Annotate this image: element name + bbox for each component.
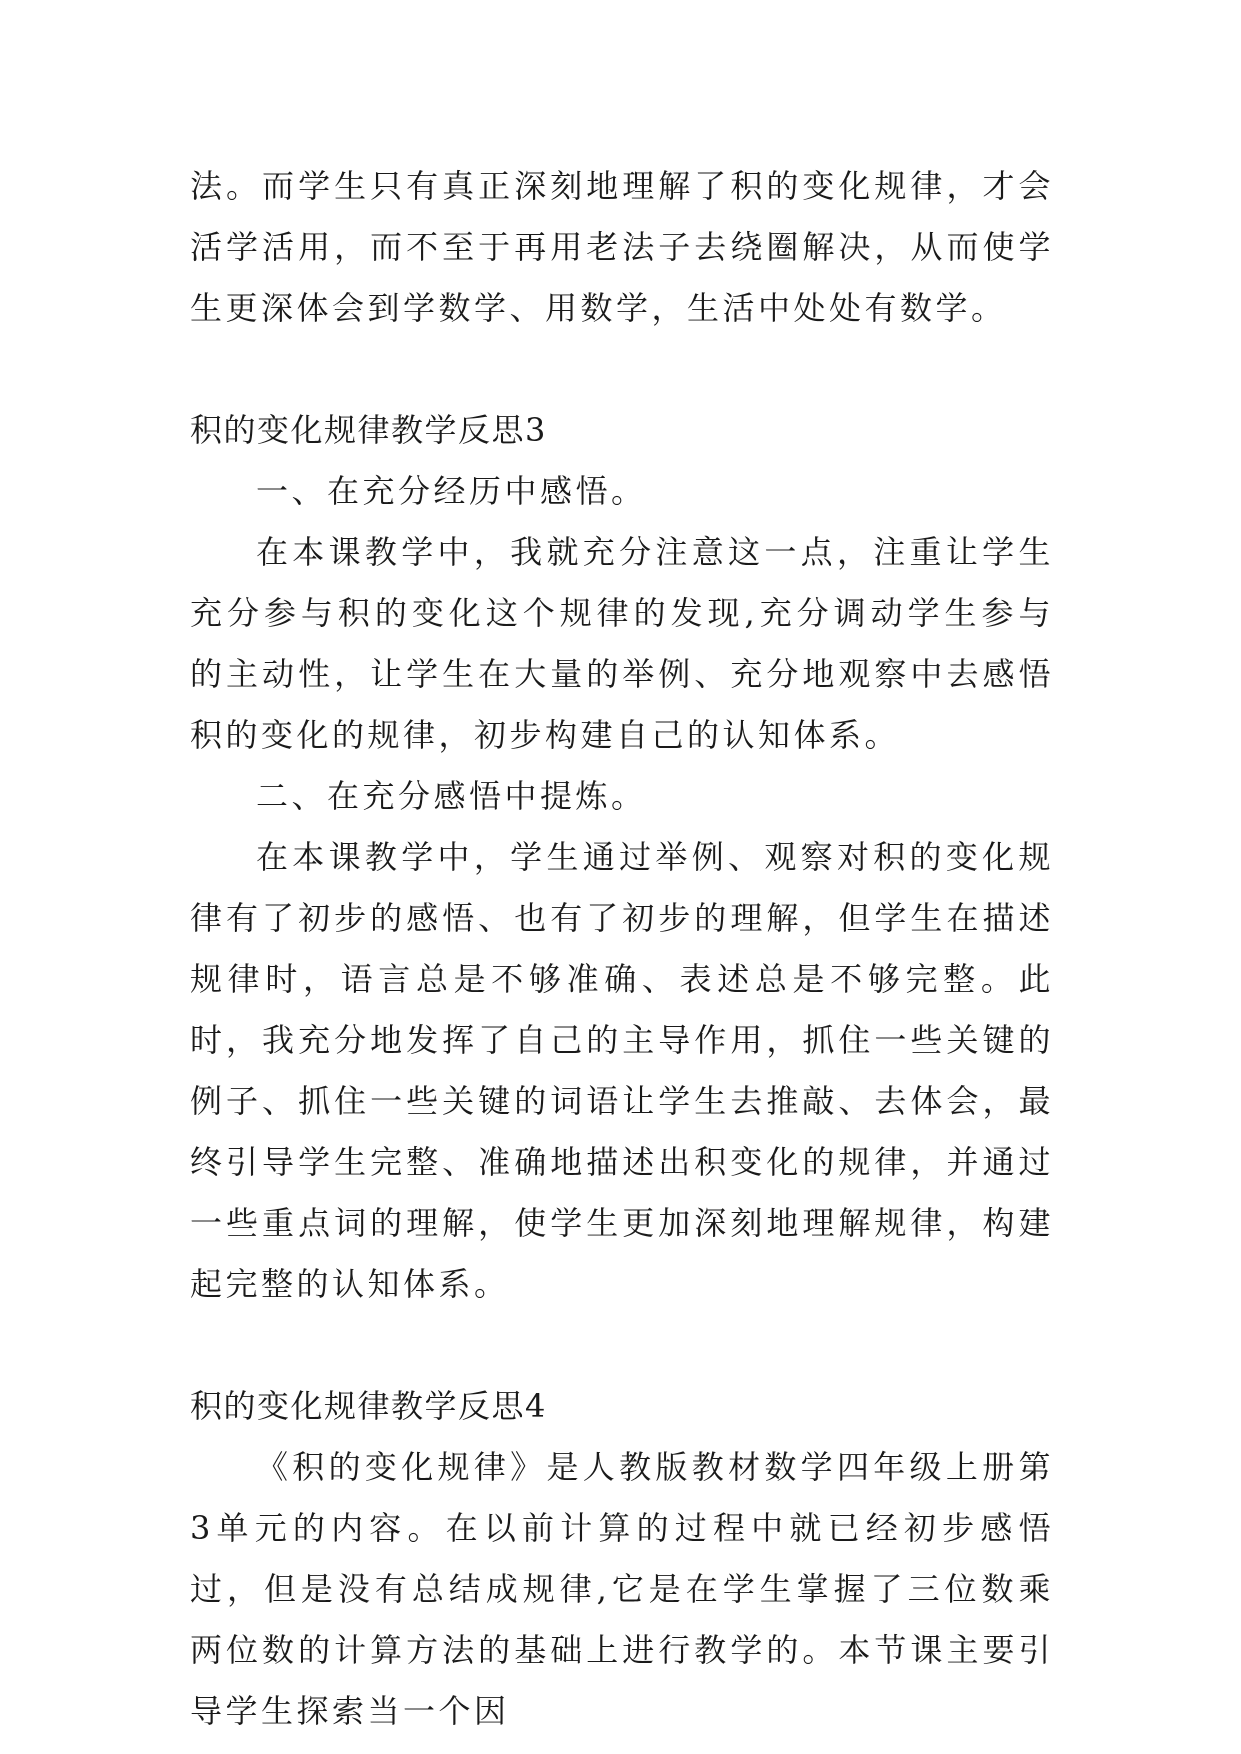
paragraph-continued: 法。而学生只有真正深刻地理解了积的变化规律，才会活学活用，而不至于再用老法子去绕圈解决，从而使学生更深体会到学数学、用数学，生活中处处有数学。 [190,167,1054,327]
document-body [190,156,1054,1742]
subheading-2: 二、在充分感悟中提炼。 [256,777,647,815]
section-gap [190,339,1054,400]
section-gap [190,1315,1054,1376]
paragraph: 在本课教学中，学生通过举例、观察对积的变化规律有了初步的感悟、也有了初步的理解，但学生在描述规律时，语言总是不够准确、表述总是不够完整。此时，我充分地发挥了自己的主导作用，抓住一些关键的例子、抓住一些关键的词语让学生去推敲、去体会，最终引导学生完整、准确地描述出积变化的规律，并通过一些重点词的理解，使学生更加深刻地理解规律，构建起完整的认知体系。 [190,838,1054,1303]
section-heading-4: 积的变化规律教学反思4 [190,1387,547,1425]
paragraph: 《积的变化规律》是人教版教材数学四年级上册第3单元的内容。在以前计算的过程中就已经初步感悟过，但是没有总结成规律,它是在学生掌握了三位数乘两位数的计算方法的基础上进行教学的。本节课主要引导学生探索当一个因 [190,1448,1054,1730]
subheading-1: 一、在充分经历中感悟。 [256,472,647,510]
section-heading-3: 积的变化规律教学反思3 [190,411,547,449]
paragraph: 在本课教学中，我就充分注意这一点，注重让学生充分参与积的变化这个规律的发现,充分调动学生参与的主动性，让学生在大量的举例、充分地观察中去感悟积的变化的规律，初步构建自己的认知体系。 [190,533,1054,754]
